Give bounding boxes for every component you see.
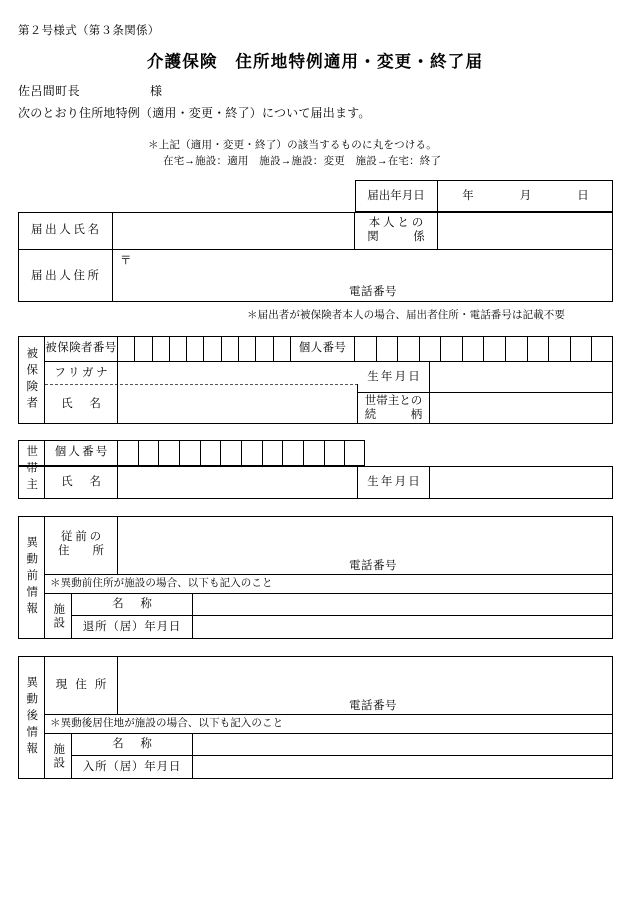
digit-box[interactable] (222, 336, 239, 361)
digit-box[interactable] (170, 336, 187, 361)
before-move-facility-name-value[interactable] (193, 594, 613, 616)
after-move-facility-name-label: 名 称 (72, 734, 193, 756)
year-mark: 年 (462, 189, 474, 202)
relation-head-line2: 続 柄 (364, 408, 423, 421)
digit-box[interactable] (345, 440, 365, 465)
page-title: 介護保険 住所地特例適用・変更・終了届 (146, 52, 484, 71)
digit-box[interactable] (221, 440, 242, 465)
after-move-facility-name-value[interactable] (193, 734, 613, 756)
digit-box[interactable] (528, 336, 550, 361)
digit-box[interactable] (304, 440, 325, 465)
digit-box[interactable] (441, 336, 463, 361)
household-head-birth-label: 生年月日 (358, 466, 430, 499)
digit-box[interactable] (592, 336, 613, 361)
digit-box[interactable] (153, 336, 170, 361)
before-move-side-label (18, 516, 45, 639)
applicant-address-label: 届出人住所 (18, 250, 113, 302)
after-move-facility-note-text: ＊異動後居住地が施設の場合、以下も記入のこと (50, 718, 284, 730)
before-move-facility-note (45, 575, 613, 594)
digit-box[interactable] (239, 336, 256, 361)
insured-furigana-value[interactable] (118, 362, 358, 384)
insured-birth-value[interactable] (430, 362, 613, 393)
before-move-exit-date-value[interactable] (193, 616, 613, 639)
after-move-facility-note (45, 715, 613, 734)
insured-individual-number-label: 個人番号 (291, 336, 355, 362)
after-move-facility-label-text: 施設 (52, 743, 65, 770)
digit-box[interactable] (549, 336, 571, 361)
relation-to-self-label (355, 212, 438, 250)
digit-box[interactable] (242, 440, 263, 465)
household-head-name-label: 氏 名 (45, 466, 118, 499)
insured-number-label: 被保険者番号 (45, 336, 118, 362)
insured-birth-label: 生年月日 (358, 362, 430, 393)
relation-to-self-value[interactable] (438, 212, 613, 250)
note-circle-instruction: ＊上記（適用・変更・終了）の該当するものに丸をつける。 (148, 140, 437, 151)
after-move-tel-label: 電話番号 (349, 700, 397, 712)
after-move-side-label (18, 656, 45, 779)
applicant-tel-label: 電話番号 (349, 286, 397, 298)
addressee-honorific: 様 (150, 84, 163, 98)
digit-box[interactable] (263, 440, 284, 465)
digit-box[interactable] (118, 336, 135, 361)
after-move-side-label-text: 異動後情報 (25, 676, 38, 759)
applicant-name-label: 届出人氏名 (18, 212, 113, 250)
digit-box[interactable] (463, 336, 485, 361)
postal-code-mark: 〒 (120, 255, 132, 267)
relation-label-line2: 関 係 (367, 230, 425, 243)
digit-box[interactable] (201, 440, 222, 465)
insured-side-label-text: 被保険者 (25, 347, 38, 413)
relation-label-line1: 本 人 と の (368, 216, 424, 229)
submission-date-label: 届出年月日 (355, 180, 438, 212)
digit-box[interactable] (355, 336, 377, 361)
household-head-individual-number-boxes[interactable] (118, 440, 365, 466)
before-move-facility-label (45, 594, 72, 639)
digit-box[interactable] (398, 336, 420, 361)
household-head-birth-value[interactable] (430, 466, 613, 499)
addressee: 佐呂間町長 (18, 84, 81, 98)
digit-box[interactable] (325, 440, 346, 465)
digit-box[interactable] (118, 440, 139, 465)
insured-name-label: 氏 名 (45, 384, 118, 424)
note-applicant-exempt: ＊届出者が被保険者本人の場合、届出者住所・電話番号は記載不要 (247, 310, 565, 321)
before-address-line1: 従 前 の (60, 531, 102, 544)
digit-box[interactable] (420, 336, 442, 361)
before-move-side-label-text: 異動前情報 (25, 536, 38, 619)
before-address-line2: 住 所 (58, 545, 104, 557)
digit-box[interactable] (159, 440, 180, 465)
insured-name-value[interactable] (118, 384, 358, 424)
digit-box[interactable] (180, 440, 201, 465)
digit-box[interactable] (256, 336, 273, 361)
digit-box[interactable] (187, 336, 204, 361)
submission-date-value[interactable] (438, 180, 613, 212)
before-move-exit-date-label: 退所（居）年月日 (72, 616, 193, 639)
before-move-facility-label-text: 施設 (52, 602, 65, 630)
digit-box[interactable] (274, 336, 290, 361)
relation-head-line1: 世帯主との (364, 394, 423, 407)
day-mark: 日 (577, 189, 589, 202)
household-head-individual-number-label: 個人番号 (45, 440, 118, 466)
note-circle-mapping: 在宅→施設：適用 施設→施設：変更 施設→在宅：終了 (163, 156, 442, 167)
digit-box[interactable] (204, 336, 221, 361)
before-move-facility-note-text: ＊異動前住所が施設の場合、以下も記入のこと (50, 578, 273, 590)
before-move-address-label (45, 516, 118, 575)
insured-individual-number-boxes[interactable] (355, 336, 613, 362)
month-mark: 月 (519, 189, 532, 202)
household-head-side-label (18, 440, 45, 499)
digit-box[interactable] (377, 336, 399, 361)
insured-furigana-label: フリガナ (45, 362, 118, 384)
insured-number-boxes[interactable] (118, 336, 291, 362)
digit-box[interactable] (571, 336, 593, 361)
before-move-tel-label: 電話番号 (349, 560, 397, 572)
insured-side-label (18, 336, 45, 424)
form-number: 第２号様式（第３条関係） (18, 25, 160, 37)
intro-sentence: 次のとおり住所地特例（適用・変更・終了）について届出ます。 (18, 106, 371, 120)
after-move-entry-date-label: 入所（居）年月日 (72, 756, 193, 779)
after-move-facility-label (45, 734, 72, 779)
insured-relation-to-head-label (358, 393, 430, 424)
digit-box[interactable] (506, 336, 528, 361)
insured-relation-to-head-value[interactable] (430, 393, 613, 424)
digit-box[interactable] (484, 336, 506, 361)
before-move-facility-name-label: 名 称 (72, 594, 193, 616)
digit-box[interactable] (283, 440, 304, 465)
applicant-name-value[interactable] (113, 212, 355, 250)
after-move-entry-date-value[interactable] (193, 756, 613, 779)
household-head-name-value[interactable] (118, 466, 358, 499)
digit-box[interactable] (135, 336, 152, 361)
digit-box[interactable] (139, 440, 160, 465)
household-head-side-label-text: 世帯主 (25, 444, 38, 495)
after-move-address-label: 現 住 所 (45, 656, 118, 715)
